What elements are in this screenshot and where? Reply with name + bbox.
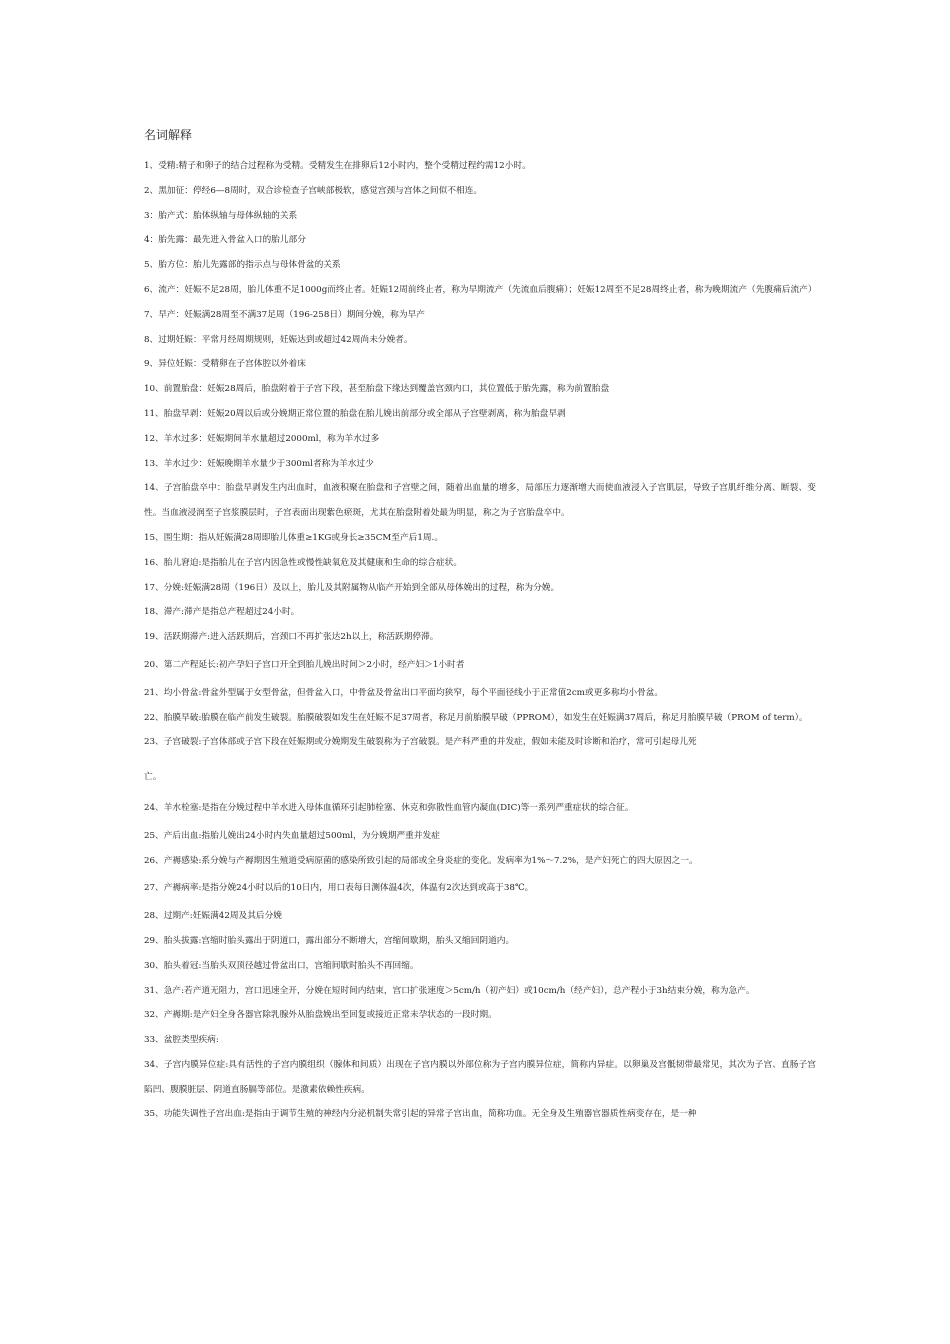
entry-14: 14、子宫胎盘卒中：胎盘早剥发生内出血时，血液积聚在胎盘和子宫壁之间，随着出血量的增多，局部压力逐渐增大而使血液浸入子宫肌层，导致子宫肌纤维分离、断裂、变性。当血液浸润至子宫浆膜层时，子宫表面出现紫色瘀斑，尤其在胎盘附着处最为明显，称之为子宫胎盘卒中。 — [144, 483, 816, 519]
entry-1: 1、受精:精子和卵子的结合过程称为受精。受精发生在排卵后12小时内，整个受精过程约需12小时。 — [144, 161, 531, 171]
entry-3: 3：胎产式：胎体纵轴与母体纵轴的关系 — [144, 210, 298, 221]
entry-16: 16、胎儿窘迫:是指胎儿在子宫内因急性或慢性缺氧危及其健康和生命的综合症状。 — [144, 557, 463, 568]
entry-5: 5、胎方位：胎儿先露部的指示点与母体骨盆的关系 — [144, 260, 341, 271]
entry-25: 25、产后出血:指胎儿娩出24小时内失血量超过500ml，为分娩期严重并发症 — [144, 830, 440, 841]
entry-11: 11、胎盘早剥：妊娠20周以后或分娩期正常位置的胎盘在胎儿娩出前部分或全部从子宫壁剥离，称为胎盘早剥 — [144, 408, 566, 419]
entry-31: 31、急产:若产道无阻力，宫口迅速全开，分娩在短时间内结束，宫口扩张速度＞5cm/h（初产妇）或10cm/h（经产妇），总产程小于3h结束分娩，称为急产。 — [144, 985, 755, 996]
entry-15: 15、围生期：指从妊娠满28周即胎儿体重≥1KG或身长≥35CM至产后1周.。 — [144, 532, 444, 543]
entry-18: 18、滞产:滞产是指总产程超过24小时。 — [144, 607, 300, 618]
entry-26: 26、产褥感染:系分娩与产褥期因生殖道受病原菌的感染所致引起的局部或全身炎症的变化。发病率为1%～7.2%，是产妇死亡的四大原因之一。 — [144, 855, 698, 866]
entry-8: 8、过期妊娠：平常月经周期规则，妊娠达到或超过42周尚未分娩者。 — [144, 334, 413, 345]
entry-20: 20、第二产程延长:初产孕妇子宫口开全到胎儿娩出时间＞2小时，经产妇＞1小时者 — [144, 659, 465, 670]
entry-2: 2、黑加征：停经6—8周时，双合诊检查子宫峡部极软，感觉宫颈与宫体之间似不相连。 — [144, 185, 483, 196]
entry-7: 7、早产：妊娠满28周至不满37足周（196-258日）期间分娩，称为早产 — [144, 309, 425, 320]
entry-23: 23、子宫破裂:子宫体部或子宫下段在妊娠期或分娩期发生破裂称为子宫破裂。是产科严重的并发症，假如未能及时诊断和治疗，常可引起母儿死 — [144, 737, 697, 748]
entry-19: 19、活跃期滞产:进入活跃期后，宫颈口不再扩张达2h以上，称活跃期停滞。 — [144, 632, 439, 643]
entry-13: 13、羊水过少：妊娠晚期羊水量少于300ml者称为羊水过少 — [144, 458, 374, 469]
entry-33: 33、盆腔类型疾病: — [144, 1035, 219, 1046]
entry-32: 32、产褥期:是产妇全身各器官除乳腺外从胎盘娩出至回复或接近正常未孕状态的一段时期。 — [144, 1010, 497, 1021]
entry-21: 21、均小骨盆:骨盆外型属于女型骨盆，但骨盆入口，中骨盆及骨盆出口平面均狭窄，每个平面径线小于正常值2cm或更多称均小骨盆。 — [144, 687, 664, 698]
entry-6: 6、流产：妊娠不足28周，胎儿体重不足1000g而终止者。妊娠12周前终止者，称为早期流产（先流血后腹痛）；妊娠12周至不足28周终止者，称为晚期流产（先腹痛后流产） — [144, 284, 817, 295]
entry-24: 24、羊水栓塞:是指在分娩过程中羊水进入母体血循环引起肺栓塞、休克和弥散性血管内凝血(DIC)等一系列严重症状的综合征。 — [144, 802, 634, 813]
entry-17: 17、分娩:妊娠满28周（196日）及以上，胎儿及其附属物从临产开始到全部从母体娩出的过程，称为分娩。 — [144, 582, 560, 593]
entry-30: 30、胎头着冠:当胎头双顶径越过骨盆出口，宫缩间歇时胎头不再回缩。 — [144, 960, 419, 971]
entry-34: 34、子宫内膜异位症:具有活性的子宫内膜组织（腺体和间质）出现在子宫内膜以外部位称为子宫内膜异位症，简称内异症。以卵巢及宫骶韧带最常见，其次为子宫、直肠子宫陷凹、腹膜脏层、阴道直肠膈等部位。是激素依赖性疾病。 — [144, 1059, 816, 1095]
entry-35: 35、功能失调性子宫出血:是指由于调节生殖的神经内分泌机制失常引起的异常子宫出血，简称功血。无全身及生殖器官器质性病变存在，是一种 — [144, 1109, 697, 1120]
entry-4: 4：胎先露：最先进入骨盆入口的胎儿部分 — [144, 235, 306, 246]
entry-29: 29、胎头拔露:宫缩时胎头露出于阴道口，露出部分不断增大，宫缩间歇期，胎头又缩回阴道内。 — [144, 935, 515, 946]
entry-28: 28、过期产:妊娠满42周及其后分娩 — [144, 911, 282, 922]
entry-9: 9、异位妊娠：受精卵在子宫体腔以外着床 — [144, 359, 306, 370]
entry-23-continued: 亡。 — [144, 772, 162, 783]
entry-22: 22、胎膜早破:胎膜在临产前发生破裂。胎膜破裂如发生在妊娠不足37周者，称足月前胎膜早破（PPROM），如发生在妊娠满37周后，称足月胎膜早破（PROM of term）。 — [144, 712, 808, 723]
entry-10: 10、前置胎盘：妊娠28周后，胎盘附着于子宫下段，甚至胎盘下缘达到覆盖宫颈内口，其位置低于胎先露，称为前置胎盘 — [144, 384, 610, 395]
document-page — [144, 128, 816, 1127]
entry-12: 12、羊水过多：妊娠期间羊水量超过2000ml，称为羊水过多 — [144, 433, 380, 444]
entry-27: 27、产褥病率:是指分娩24小时以后的10日内，用口表每日测体温4次，体温有2次达到或高于38℃。 — [144, 883, 534, 894]
document-title: 名词解释 — [144, 128, 193, 142]
